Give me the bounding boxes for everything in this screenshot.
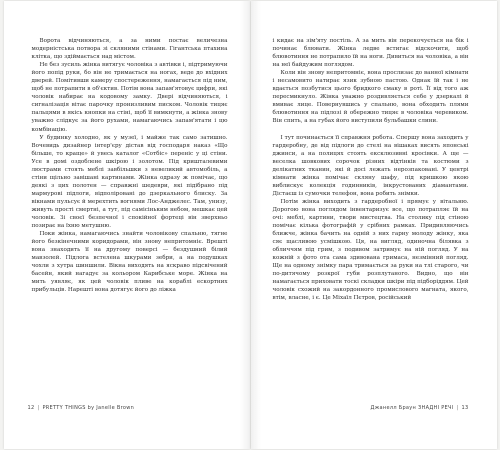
paragraph: І тут починається її справжня робота. Спершу вона заходить у гардеробну, де від підлоги до стелі на вішаках висять японські джинси, а на полицях стоять ексклюзивні кросівки. А ще — веселка шовкових сорочок різних відтінків та костюми з делікатних тканин, які й досі лежать нерозпаковані. У центрі кімнати жінка помічає скляну шафу, під кришкою якою виблискує колекція годинників, інкрустованих діамантами. Дістаєш із сумочки телефон, вона робить знімки. xyxy=(272,134,469,197)
page-number: 12 xyxy=(27,405,35,411)
page-number: 13 xyxy=(461,405,469,411)
paragraph: Не без зусиль жінка витягує чоловіка з автівки і, підтримуючи його попід руки, бо він не тримається на ногах, веде до вхідних дверей. Помітивши камеру спостереження, намагається під ним, щоб не потрапити в об'єктив. Потім вона запам'ятовує цифри, які чоловік набирає на кодовому замку. Двері відчиняються, і сигналізація вітає парочку пронизливим писком. Чоловік тицяє пальцями в якісь кнопки на стіні, щоб її вимкнути, а жінка знову уважно слідкує за його рухами, намагаючись запам'ятати і цю комбінацію. xyxy=(31,62,228,133)
paragraph: і кидає на зім'яту постіль. А за мить він перекочується на бік і починає блювати. Жінка ледве встигає відскочити, щоб блювотиння не потрапило їй на ноги. Дивиться на чоловіка, а він на неї байдужим поглядом. xyxy=(272,38,469,69)
footer-separator: | xyxy=(456,405,459,411)
running-title: ЗНАДНІ РЕЧІ xyxy=(418,405,454,411)
running-author: Джанелл Браун xyxy=(370,405,417,411)
right-page-footer xyxy=(371,405,469,411)
paragraph: Поки жінка, намагаючись знайти чоловікову спальню, тягне його безкінечними коридорами, він знову непритомніє. Врешті вона знаходить її на другому поверсі — бездушний білий мавзолей. Підлога встелена шкурами зебри, а на подушках чохли з хутра шиншили. Вікна виходять на яскраво підсвічений басейн, який нагадує за кольором Карибське море. Жінка на мить уявляє, як цей чоловік пливе на кораблі ескортних прибульців. Нарешті вона дотягує його до ліжка xyxy=(31,231,228,294)
paragraph: Коли він знову непритомніє, вона прослизає до ванної кімнати і несамовито натирає язик зубною пастою. Однак їй так і не вдається позбутися цього бридкого смаку в роті. Її від того аж пересмикнуло. Жінка уважно роздивляється себе у дзеркалі й вмиває лице. Повернувшись у спальню, вона обходить плями блювотиння на підлозі й обережно тицяє в чоловіка черевиком. Він спить, а на губах його виступили бульбашки слини. xyxy=(272,70,469,125)
paragraph: Ворота відчиняються, а за ними постає величезна модерністська потвора зі скляними стінами. Гігантська птахина клітка, що здіймається над містом. xyxy=(31,38,228,61)
right-page xyxy=(251,1,497,449)
left-page-footer xyxy=(28,405,135,411)
footer-separator: | xyxy=(37,405,40,411)
paragraph: Потім жінка виходить з гардеробної і прямує у вітальню. Дорогою вона поглядом інвентаризує все, що потрапляє їй на очі: меблі, картини, твори мистецтва. На столику під стіною помічає кілька фотографій у срібних рамках. Придивляючись ближче, жінка бачить на одній з них гарну молоду жінку, яка сяє щасливою усмішкою. Ця, на вигляд, одиночна білявка з обличчям під грим, з подивом затримує на ній погляд. У на кожній з фото ота сама здивована гримаса, незмінний погляд. Ще на одному знімку пара тримається за руки на тлі старого, чи по-дитячому розкрої губи розплутаного. Видно, що він намагається приховати тоскі складки шкіри під підборіддям. Цей чоловік схожий на закордонного промислового магната, якого, втім, власне, і є. Це Міхаїл Пєтров, російський xyxy=(272,198,469,302)
left-page-text xyxy=(32,37,228,295)
running-title: PRETTY THINGS xyxy=(42,405,86,411)
right-page-text xyxy=(273,37,469,303)
left-page xyxy=(4,1,250,449)
paragraph: У будинку холодно, як у музеї, і майже так само затишно. Вочевидь дизайнер інтер'єру дістав від господаря наказ «Що більше, то краще» й увесь каталог «Сотбіс» переніс у ці стіни. Усе в домі оздоблене шкірою і золотом. Під кришталевими люстрами стоять меблі завбільшки з невеликий автомобіль, а стіни щільно завішані картинами. Жінка одразу ж помічає, що деякі з цих полотен — справжні шедеври, які підібрано під мармурові підлоги, відполіровані до дзеркального блиску. За вікнами пульсує й мерехтить вогнями Лос-Анджелес. Там, унизу, живуть прості смертні, а тут, під самісіньким небом, мешкає цей чоловік. Зі своєї безпечної і спокійної фортеці він зверхньо позирає на їхню метушню. xyxy=(31,134,228,230)
running-byline: by Janelle Brown xyxy=(87,405,135,411)
